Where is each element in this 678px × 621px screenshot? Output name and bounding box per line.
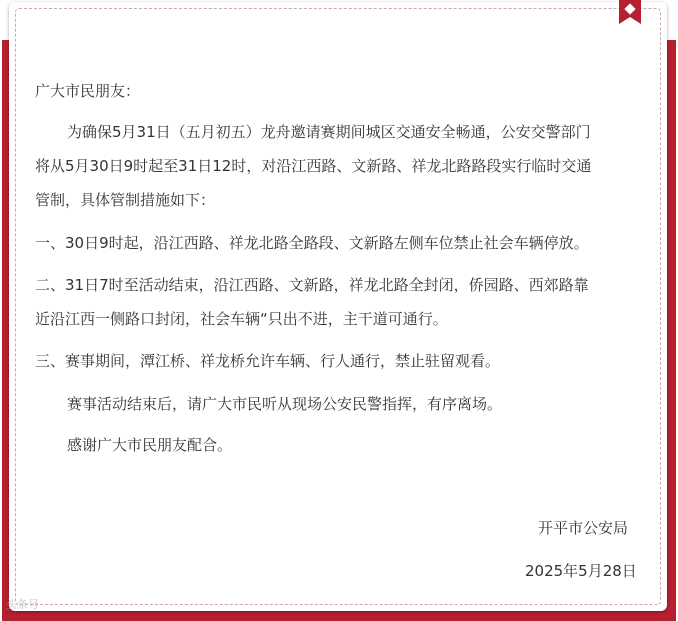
measure-2-line-2: 近沿江西一侧路口封闭，社会车辆“只出不进，主干道可通行。 xyxy=(35,310,448,328)
intro-line-3: 管制，具体管制措施如下： xyxy=(35,191,216,209)
intro-line-2: 将从5月30日9时起至31日12时，对沿江西路、文新路、祥龙北路路段实行临时交通 xyxy=(35,157,592,175)
measure-3: 三、赛事期间，潭江桥、祥龙桥允许车辆、行人通行，禁止驻留观看。 xyxy=(35,352,501,370)
thanks-line: 感谢广大市民朋友配合。 xyxy=(67,436,233,454)
closing-note: 赛事活动结束后，请广大市民听从现场公安民警指挥，有序离场。 xyxy=(67,395,503,413)
watermark: 头条号 xyxy=(6,598,39,611)
measure-2-line-1: 二、31日7时至活动结束，沿江西路、文新路，祥龙北路全封闭，侨园路、西郊路靠 xyxy=(35,276,589,294)
intro-line-1: 为确保5月31日（五月初五）龙舟邀请赛期间城区交通安全畅通，公安交警部门 xyxy=(67,123,591,141)
measure-1: 一、30日9时起，沿江西路、祥龙北路全路段、文新路左侧车位禁止社会车辆停放。 xyxy=(35,234,589,252)
issue-date: 2025年5月28日 xyxy=(525,562,637,580)
bookmark-ribbon-icon xyxy=(619,0,641,24)
greeting: 广大市民朋友： xyxy=(35,82,141,100)
signature: 开平市公安局 xyxy=(538,519,629,537)
